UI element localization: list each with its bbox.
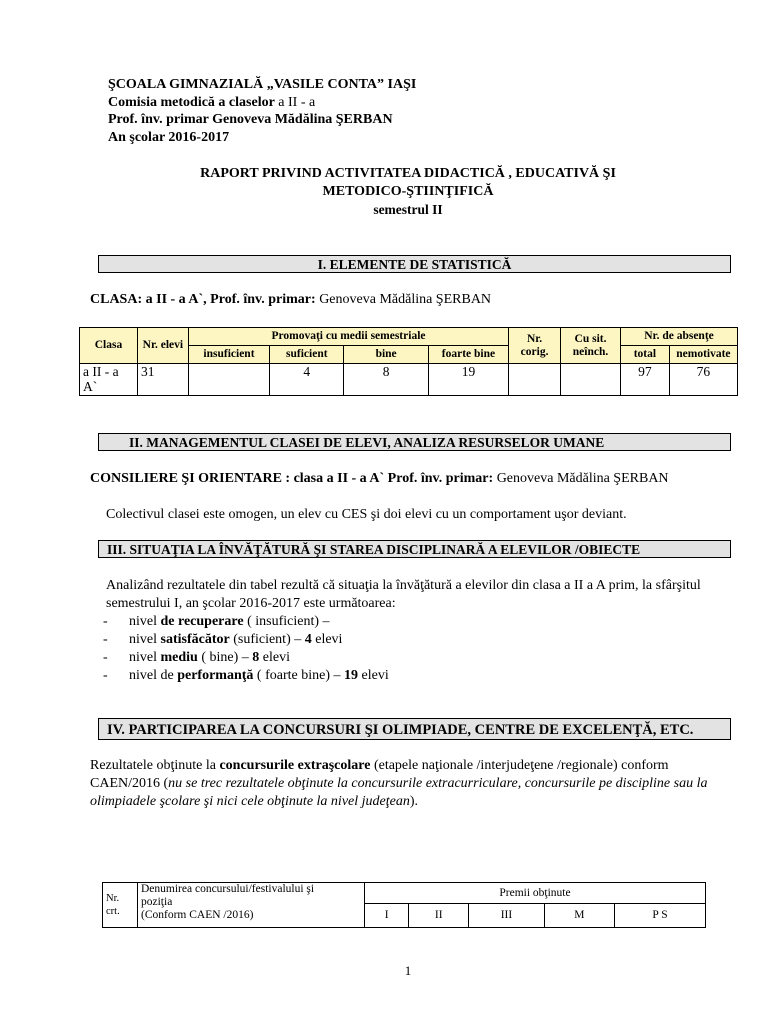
- list-item: - nivel satisfăcător (suficient) – 4 elevi: [103, 631, 703, 649]
- cell-insuficient: [188, 364, 269, 396]
- analysis-intro: Analizând rezultatele din tabel rezultă că situaţia la învăţătură a elevilor din clasa a II a A prim, la sfârşitul semestrului I, an şcolar 2016-2017 este următoarea:: [106, 578, 701, 611]
- commission-class: a II - a: [274, 94, 316, 110]
- col-nr-elevi: Nr. elevi: [137, 328, 188, 364]
- cell-foarte-bine: 19: [428, 364, 508, 396]
- col-foarte-bine: foarte bine: [428, 346, 508, 364]
- cell-total: 97: [621, 364, 670, 396]
- list-item: - nivel de recuperare ( insuficient) –: [103, 613, 703, 631]
- document-header: [108, 76, 416, 146]
- concursuri-text: Rezultatele obţinute la concursurile extraşcolare (etapele naţionale /interjudeţene /regionale) conform CAEN/2016 (nu se trec rezultatele obţinute la concursurile extracurriculare, concursurile pe discipline sau la olimpiadele şcolare şi nici cele obţinute la nivel judeţean).: [90, 758, 708, 809]
- cell-cu-sit: [561, 364, 621, 396]
- col-nemotivate: nemotivate: [669, 346, 737, 364]
- title-line-2: METODICO-ŞTIINŢIFICĂ: [322, 184, 494, 199]
- page-number: 1: [404, 963, 412, 978]
- col-insuficient: insuficient: [188, 346, 269, 364]
- col-premiu-I: I: [365, 904, 409, 928]
- consiliere-teacher: Genoveva Mădălina ŞERBAN: [493, 471, 669, 486]
- competitions-table: [102, 882, 706, 928]
- consiliere-line: [90, 470, 669, 488]
- col-premii: Premii obţinute: [365, 883, 706, 904]
- col-nr-crt: Nr. crt.: [103, 883, 138, 928]
- report-title: [0, 165, 768, 219]
- col-promovati: Promovaţi cu medii semestriale: [188, 328, 508, 346]
- col-bine: bine: [344, 346, 428, 364]
- col-premiu-III: III: [469, 904, 545, 928]
- list-item: - nivel mediu ( bine) – 8 elevi: [103, 649, 703, 667]
- col-suficient: suficient: [270, 346, 344, 364]
- teacher-line: Prof. înv. primar Genoveva Mădălina ŞERBAN: [108, 112, 393, 127]
- consiliere-label: CONSILIERE ŞI ORIENTARE : clasa a II - a A` Prof. înv. primar:: [90, 471, 494, 486]
- cell-nr-elevi: 31: [137, 364, 188, 396]
- col-premiu-M: M: [544, 904, 614, 928]
- school-name: ŞCOALA GIMNAZIALĂ „VASILE CONTA” IAŞI: [108, 77, 417, 92]
- commission-label: Comisia metodică a claselor: [108, 94, 275, 110]
- cell-nr-corig: [509, 364, 561, 396]
- class-label: CLASA: a II - a A`, Prof. înv. primar:: [90, 292, 316, 307]
- title-line-3: semestrul II: [373, 202, 443, 217]
- levels-list: [103, 613, 703, 685]
- section-3-heading: III. SITUAŢIA LA ÎNVĂŢĂTURĂ ŞI STAREA DISCIPLINARĂ A ELEVILOR /OBIECTE: [98, 540, 731, 558]
- col-premiu-PS: P S: [615, 904, 706, 928]
- school-year: An şcolar 2016-2017: [108, 129, 230, 145]
- cell-clasa: a II - a A`: [80, 364, 138, 396]
- statistics-table: [79, 327, 738, 396]
- col-absente: Nr. de absenţe: [621, 328, 738, 346]
- list-item: - nivel de performanţă ( foarte bine) – 19 elevi: [103, 667, 703, 685]
- cell-nemotivate: 76: [669, 364, 737, 396]
- col-cu-sit: Cu sit. neînch.: [561, 328, 621, 364]
- col-clasa: Clasa: [80, 328, 138, 364]
- class-teacher: Genoveva Mădălina ŞERBAN: [315, 292, 492, 307]
- class-line: [90, 291, 491, 309]
- col-nr-corig: Nr. corig.: [509, 328, 561, 364]
- section-4-heading: IV. PARTICIPAREA LA CONCURSURI ŞI OLIMPIADE, CENTRE DE EXCELENŢĂ, ETC.: [98, 718, 731, 740]
- section-2-heading: II. MANAGEMENTUL CLASEI DE ELEVI, ANALIZA RESURSELOR UMANE: [98, 433, 731, 451]
- title-line-1: RAPORT PRIVIND ACTIVITATEA DIDACTICĂ , EDUCATIVĂ ŞI: [200, 166, 616, 181]
- commission-line: [108, 94, 416, 112]
- cell-bine: 8: [344, 364, 428, 396]
- colectiv-text: Colectivul clasei este omogen, un elev cu CES şi doi elevi cu un comportament uşor deviant.: [106, 507, 627, 522]
- col-total: total: [621, 346, 670, 364]
- col-premiu-II: II: [409, 904, 469, 928]
- col-denumire: Denumirea concursului/festivalului şi poziţia (Conform CAEN /2016): [138, 883, 365, 928]
- cell-suficient: 4: [270, 364, 344, 396]
- table-row: [80, 364, 738, 396]
- section-1-heading: I. ELEMENTE DE STATISTICĂ: [98, 255, 731, 273]
